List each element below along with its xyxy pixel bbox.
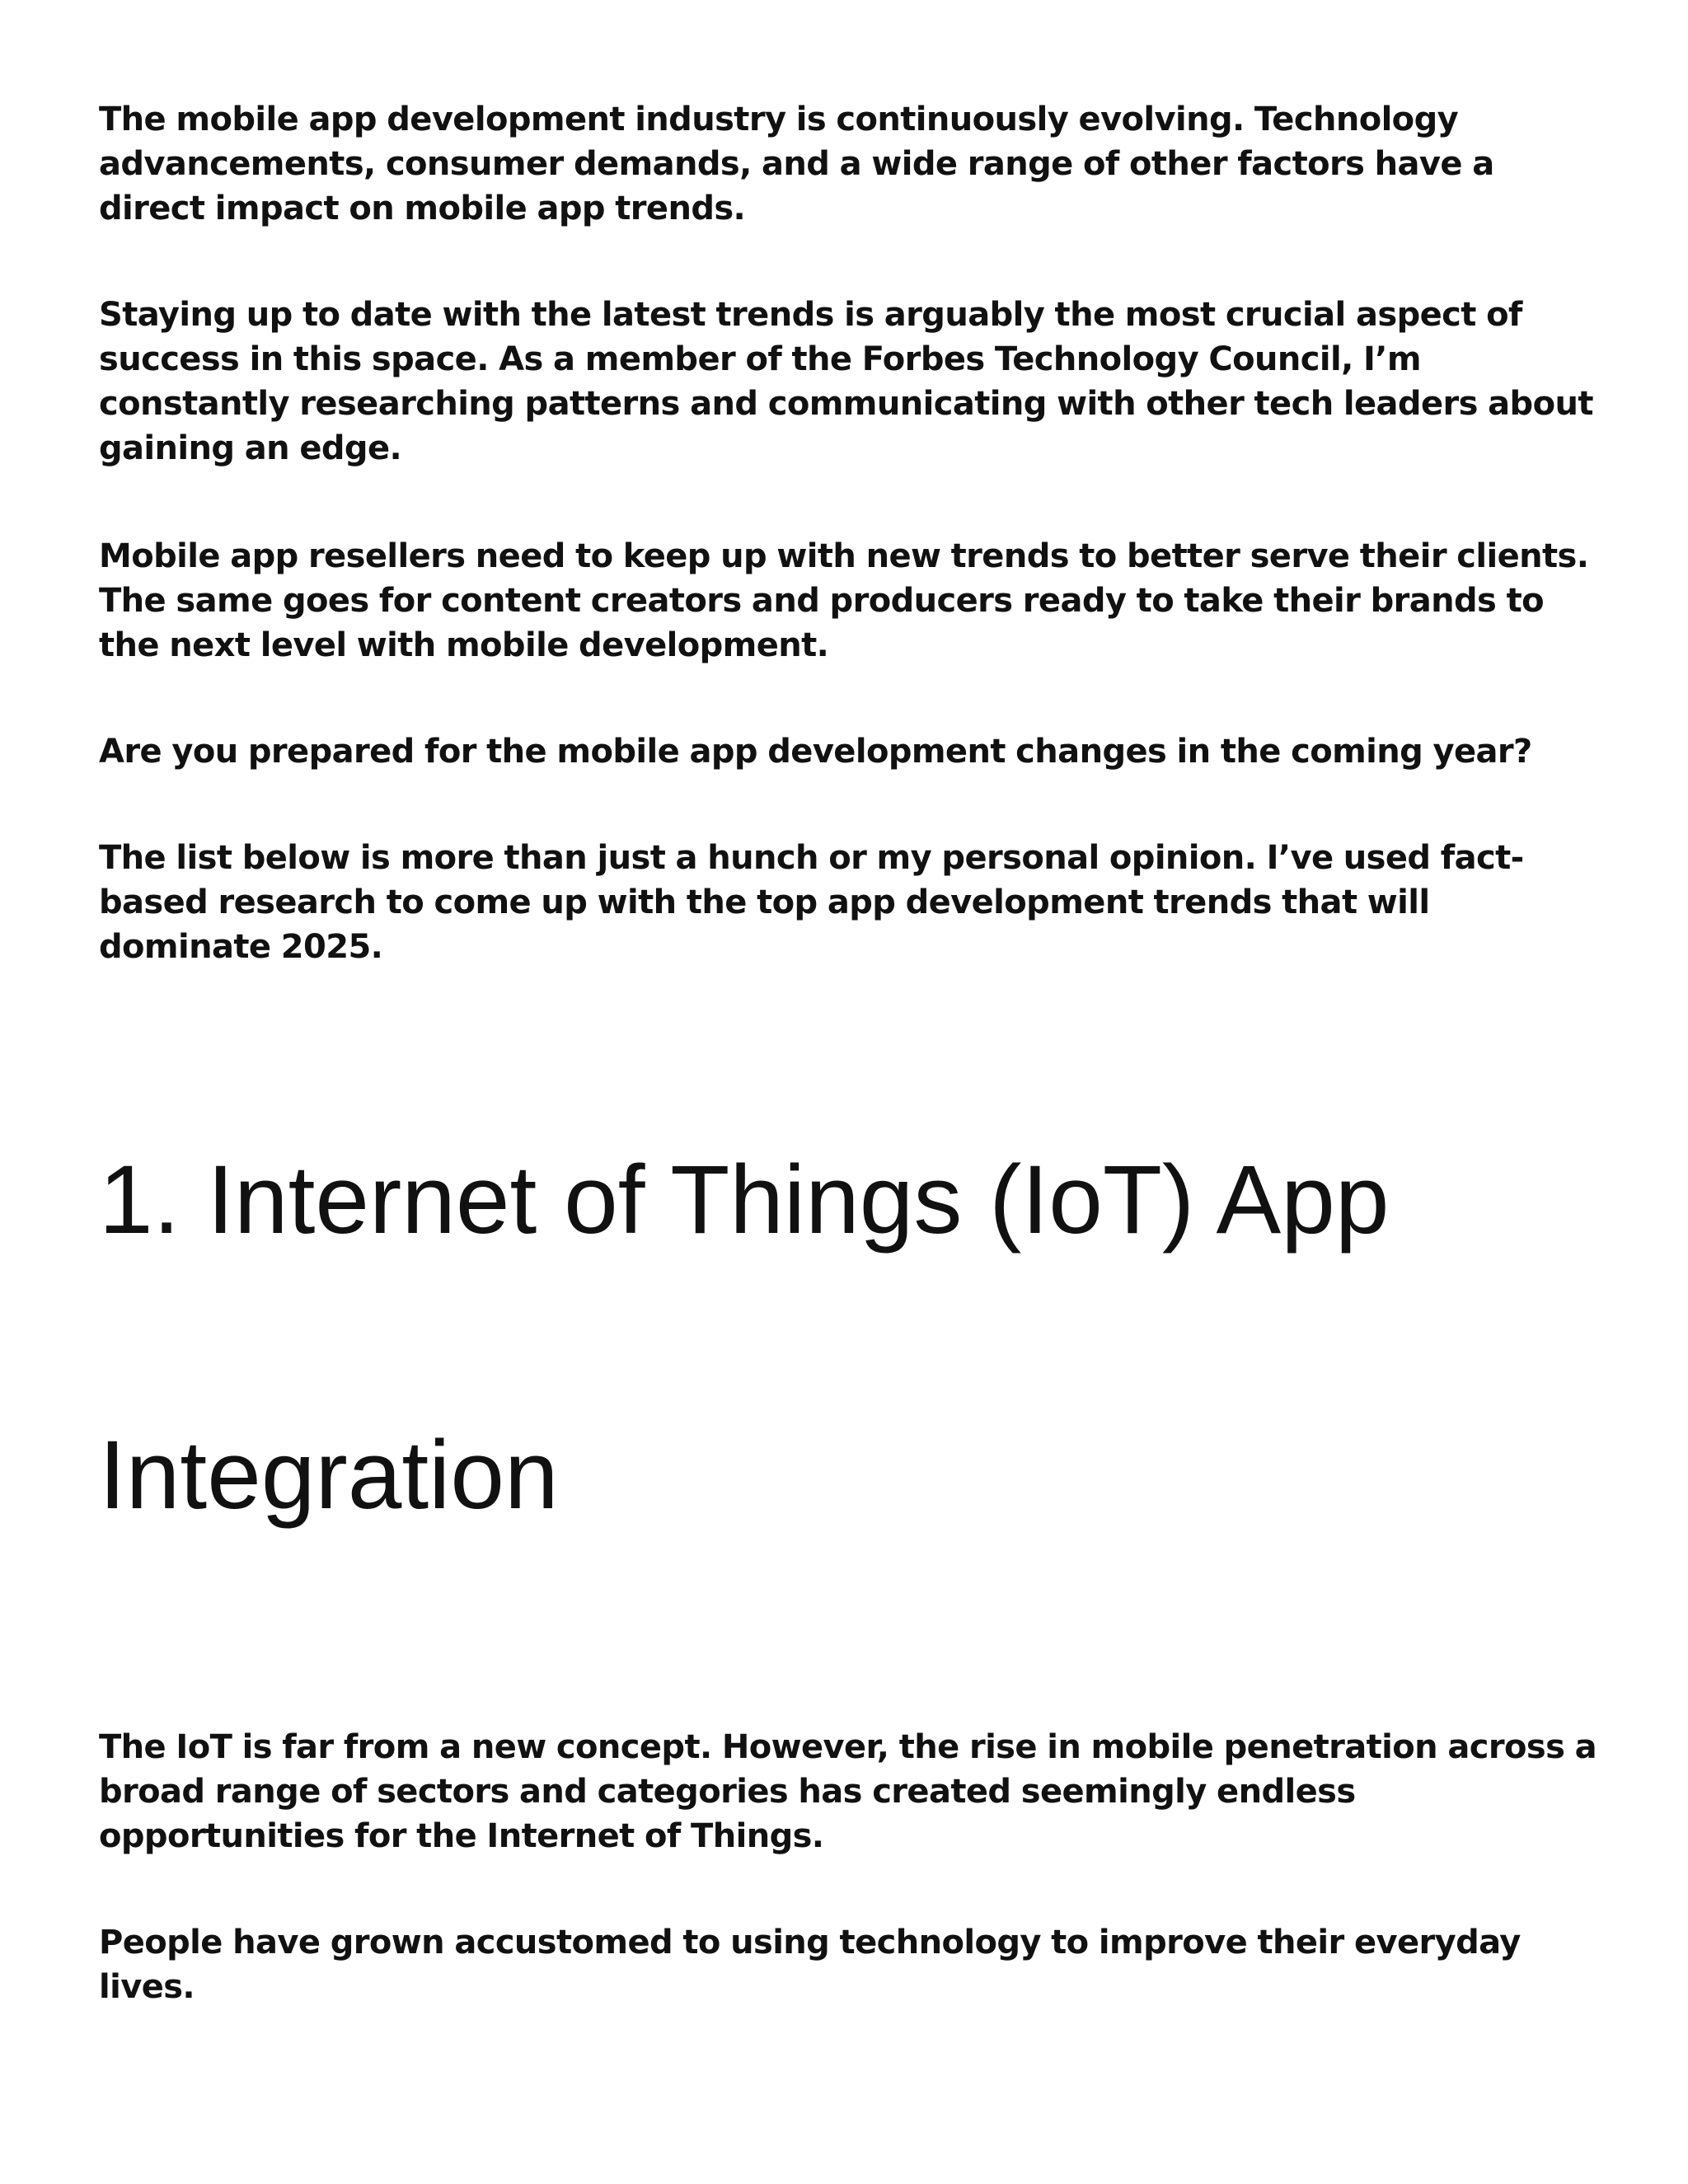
intro-paragraph-2: Staying up to date with the latest trends is arguably the most crucial aspect of success in this space. As a member of the Forbes Technology Council, I’m constantly researching patterns and communicating with other tech leaders about gaining an edge.	[99, 296, 1593, 467]
intro-paragraph-5: The list below is more than just a hunch or my personal opinion. I’ve used fact-based research to come up with the top app development trends that will dominate 2025.	[99, 839, 1524, 966]
section-heading-line-1: 1. Internet of Things (IoT) App	[99, 1146, 1390, 1254]
section-heading-line-2: Integration	[99, 1421, 559, 1530]
intro-paragraph-1: The mobile app development industry is continuously evolving. Technology advancements, consumer demands, and a wide range of other factors have a direct impact on mobile app trends.	[99, 101, 1494, 227]
intro-paragraph-3: Mobile app resellers need to keep up with new trends to better serve their clients. The same goes for content creators and producers ready to take their brands to the next level with mobile development.	[99, 537, 1589, 664]
intro-paragraph-4: Are you prepared for the mobile app development changes in the coming year?	[99, 733, 1532, 771]
section-paragraph-1: The IoT is far from a new concept. However, the rise in mobile penetration across a broad range of sectors and categories has created seemingly endless opportunities for the Internet of Things.	[99, 1728, 1597, 1855]
section-paragraph-2: People have grown accustomed to using technology to improve their everyday lives.	[99, 1924, 1521, 2006]
